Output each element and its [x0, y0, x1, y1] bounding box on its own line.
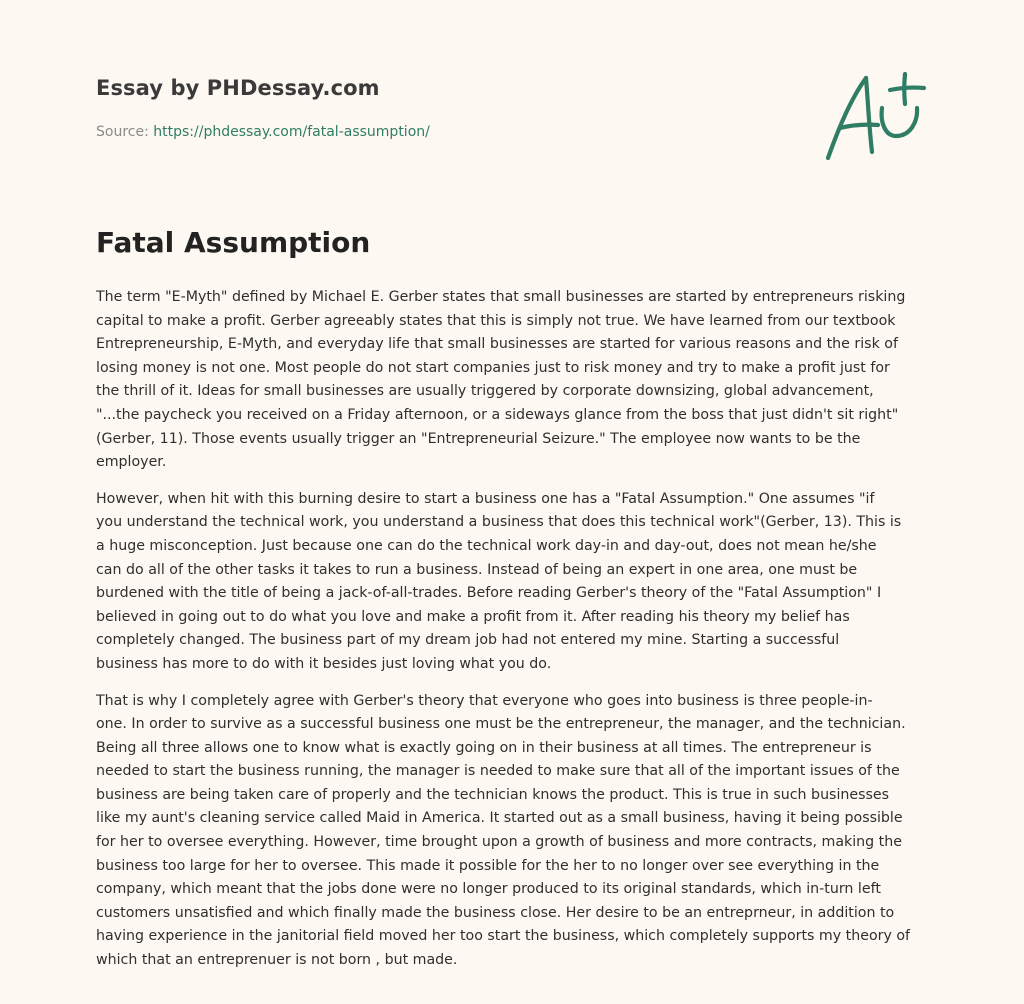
essay-paragraph: That is why I completely agree with Gerber's theory that everyone who goes into business is three people-in- one. In order to survive as a successful business one must be the entrepreneur, the manager, and the technician. Being all three allows one to know what is exactly going on in their business at all times. The entrepreneur is needed to start the business running, the manager is needed to make sure that all of the important issues of the business are being taken care of properly and the technician knows the product. This is true in such businesses like my aunt's cleaning service called Maid in America. It started out as a small business, having it being possible for her to oversee everything. However, time brought upon a growth of business and more contracts, making the business too large for her to oversee. This made it possible for the her to no longer over see everything in the company, which meant that the jobs done were no longer produced to its original standards, which in-turn left customers unsatisfied and which finally made the business close. Her desire to be an entreprneur, in addition to having experience in the janitorial field moved her too start the business, which completely supports my theory of which that an entreprenuer is not born , but made.: [96, 692, 911, 969]
essay-paragraph: The term "E-Myth" defined by Michael E. Gerber states that small businesses are started by entrepreneurs risking capital to make a profit. Gerber agreeably states that this is simply not true. We have learned from our textbook Entrepreneurship, E-Myth, and everyday life that small businesses are started for various reasons and the risk of losing money is not one. Most people do not start companies just to risk money and try to make a profit just for the thrill of it. Ideas for small businesses are usually triggered by corporate downsizing, global advancement, "...the paycheck you received on a Friday afternoon, or a sideways glance from the boss that just didn't sit right" (Gerber, 11). Those events usually trigger an "Entrepreneurial Seizure." The employee now wants to be the employer.: [96, 289, 906, 471]
a-plus-grade-logo-icon: [822, 68, 928, 164]
essay-body: [96, 286, 932, 986]
source-link[interactable]: https://phdessay.com/fatal-assumption/: [153, 124, 430, 140]
site-title: Essay by PHDessay.com: [96, 76, 380, 100]
essay-paragraph: However, when hit with this burning desire to start a business one has a "Fatal Assumption." One assumes "if you understand the technical work, you understand a business that does this technical work"(Gerber, 13). This is a huge misconception. Just because one can do the technical work day-in and day-out, does not mean he/she can do all of the other tasks it takes to run a business. Instead of being an expert in one area, one must be burdened with the title of being a jack-of-all-trades. Before reading Gerber's theory of the "Fatal Assumption" I believed in going out to do what you love and make a profit from it. After reading his theory my belief has completely changed. The business part of my dream job had not entered my mine. Starting a successful business has more to do with it besides just loving what you do.: [96, 490, 902, 672]
essay-title: Fatal Assumption: [96, 226, 371, 259]
source-line: [96, 124, 430, 140]
source-label: Source:: [96, 124, 154, 140]
